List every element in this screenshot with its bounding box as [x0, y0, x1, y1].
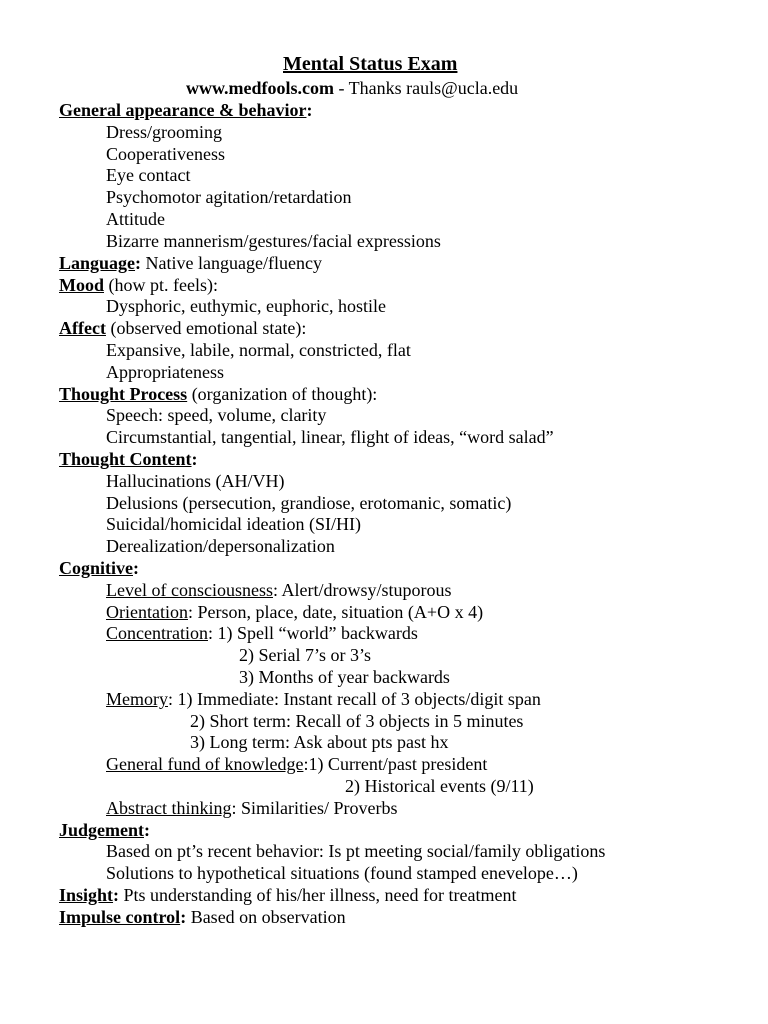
- subitem-label: Concentration: [106, 623, 208, 643]
- section-heading: Insight: [59, 885, 114, 905]
- subitem-label: Abstract thinking: [106, 798, 232, 818]
- section-impulse-control: [59, 906, 346, 928]
- cognitive-abstract-thinking: [106, 797, 397, 819]
- list-item: Appropriateness: [106, 362, 224, 382]
- list-item: Circumstantial, tangential, linear, flight of ideas, “word salad”: [106, 427, 554, 447]
- section-insight: [59, 884, 516, 906]
- list-item: Psychomotor agitation/retardation: [106, 187, 352, 207]
- subitem-continuation: 2) Short term: Recall of 3 objects in 5 minutes: [190, 711, 524, 731]
- source-separator: -: [333, 78, 349, 98]
- subitem-label: General fund of knowledge: [106, 754, 304, 774]
- section-affect: [59, 317, 306, 339]
- heading-colon: :: [135, 253, 142, 273]
- section-heading: Thought Content: [59, 449, 192, 469]
- section-heading: Cognitive: [59, 558, 133, 578]
- section-text: Based on observation: [186, 907, 346, 927]
- section-text: Native language/fluency: [141, 253, 322, 273]
- list-item: Eye contact: [106, 165, 191, 185]
- section-heading: General appearance & behavior: [59, 100, 307, 120]
- page-title: Mental Status Exam: [283, 53, 458, 75]
- list-item: Dysphoric, euthymic, euphoric, hostile: [106, 296, 386, 316]
- list-item: Dress/grooming: [106, 122, 222, 142]
- subitem-label: Orientation: [106, 602, 188, 622]
- section-heading: Language: [59, 253, 136, 273]
- section-heading: Mood: [59, 275, 104, 295]
- heading-colon: :: [133, 558, 139, 578]
- list-item: Based on pt’s recent behavior: Is pt meeting social/family obligations: [106, 841, 606, 861]
- section-note: (organization of thought):: [187, 384, 378, 404]
- cognitive-fund-of-knowledge: [106, 753, 487, 775]
- section-language: [59, 252, 322, 274]
- list-item: Speech: speed, volume, clarity: [106, 405, 327, 425]
- cognitive-memory: [106, 688, 541, 710]
- subitem-label: Level of consciousness: [106, 580, 273, 600]
- subitem-text: :1) Current/past president: [303, 754, 488, 774]
- section-heading: Impulse control: [59, 907, 181, 927]
- subitem-label: Memory: [106, 689, 168, 709]
- subitem-text: : Person, place, date, situation (A+O x 4): [187, 602, 484, 622]
- section-note: (how pt. feels):: [104, 275, 218, 295]
- subitem-text: : Similarities/ Proverbs: [231, 798, 398, 818]
- cognitive-concentration: [106, 622, 418, 644]
- section-heading: Affect: [59, 318, 106, 338]
- heading-colon: :: [144, 820, 150, 840]
- cognitive-level-of-consciousness: [106, 579, 451, 601]
- section-mood: [59, 274, 218, 296]
- section-heading: Thought Process: [59, 384, 188, 404]
- subitem-continuation: 3) Months of year backwards: [239, 667, 450, 687]
- section-heading: Judgement: [59, 820, 144, 840]
- section-text: Pts understanding of his/her illness, need for treatment: [119, 885, 517, 905]
- list-item: Bizarre mannerism/gestures/facial expressions: [106, 231, 441, 251]
- source-line: [186, 77, 518, 99]
- section-note: (observed emotional state):: [105, 318, 307, 338]
- section-judgement: [59, 819, 150, 841]
- list-item: Expansive, labile, normal, constricted, flat: [106, 340, 411, 360]
- section-thought-content: [59, 448, 198, 470]
- list-item: Attitude: [106, 209, 165, 229]
- source-thanks: Thanks rauls@ucla.edu: [348, 78, 519, 98]
- subitem-text: : 1) Immediate: Instant recall of 3 objects/digit span: [168, 689, 541, 709]
- subitem-continuation: 2) Serial 7’s or 3’s: [239, 645, 371, 665]
- subitem-text: : Alert/drowsy/stuporous: [272, 580, 452, 600]
- heading-colon: :: [180, 907, 187, 927]
- heading-colon: :: [191, 449, 198, 469]
- list-item: Hallucinations (AH/VH): [106, 471, 285, 491]
- list-item: Delusions (persecution, grandiose, erotomanic, somatic): [106, 493, 512, 513]
- section-general-appearance: [59, 99, 312, 121]
- list-item: Solutions to hypothetical situations (found stamped enevelope…): [106, 863, 578, 883]
- section-thought-process: [59, 383, 377, 405]
- subitem-continuation: 2) Historical events (9/11): [345, 776, 534, 796]
- source-site: www.medfools.com: [186, 78, 334, 98]
- list-item: Cooperativeness: [106, 144, 225, 164]
- list-item: Derealization/depersonalization: [106, 536, 335, 556]
- list-item: Suicidal/homicidal ideation (SI/HI): [106, 514, 361, 534]
- subitem-text: : 1) Spell “world” backwards: [207, 623, 418, 643]
- heading-colon: :: [306, 100, 313, 120]
- heading-colon: :: [113, 885, 120, 905]
- subitem-continuation: 3) Long term: Ask about pts past hx: [190, 732, 449, 752]
- section-cognitive: [59, 557, 139, 579]
- cognitive-orientation: [106, 601, 483, 623]
